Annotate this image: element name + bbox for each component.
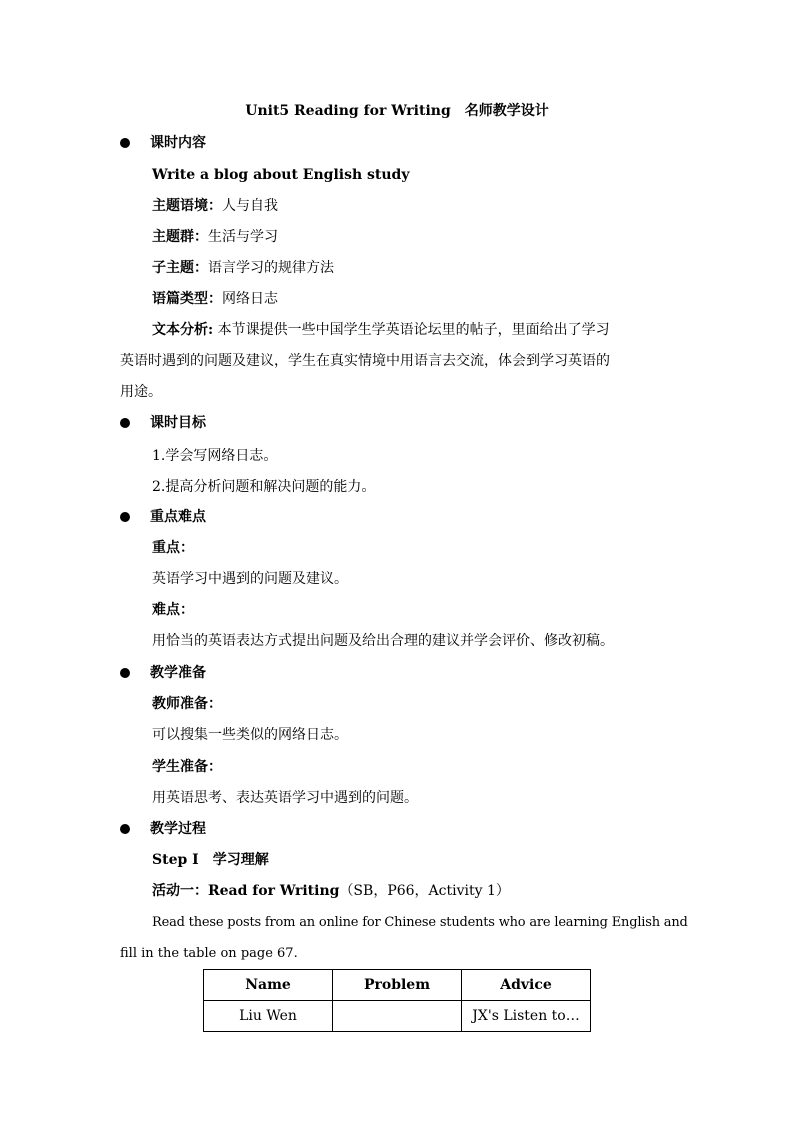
activity-line [152, 881, 510, 901]
activity-ref: （SB，P66，Activity 1） [339, 883, 510, 899]
table-header-cell: Name [204, 970, 333, 1001]
analysis-line-1 [152, 320, 610, 340]
subtheme-value: 语言学习的规律方法 [208, 260, 334, 276]
subtheme-line [152, 258, 334, 278]
difficult-text: 用恰当的英语表达方式提出问题及给出合理的建议并学会评价、修改初稿。 [152, 633, 614, 649]
table-header-cell: Problem [333, 970, 462, 1001]
section-heading-content: 课时内容 [150, 135, 206, 151]
table-header-cell: Advice [462, 970, 591, 1001]
table-cell: Liu Wen [204, 1001, 333, 1032]
topic-line: Write a blog about English study [152, 167, 410, 183]
key-label: 重点： [152, 540, 194, 556]
key-text: 英语学习中遇到的问题及建议。 [152, 571, 348, 587]
instruction-line-1: Read these posts from an online for Chinese students who are learning English and [152, 915, 688, 930]
problem-advice-table [203, 969, 591, 1032]
subtheme-label: 子主题： [152, 260, 208, 276]
genre-line [152, 289, 278, 309]
page-title: Unit5 Reading for Writing 名师教学设计 [245, 103, 549, 119]
table-cell: JX's Listen to… [462, 1001, 591, 1032]
bullet-icon [120, 668, 130, 678]
teacher-prep-label: 教师准备： [152, 696, 222, 712]
bullet-icon [120, 824, 130, 834]
section-heading-key-points: 重点难点 [150, 509, 206, 525]
group-value: 生活与学习 [208, 229, 278, 245]
genre-value: 网络日志 [222, 291, 278, 307]
analysis-text-1: 本节课提供一些中国学生学英语论坛里的帖子，里面给出了学习 [213, 322, 610, 338]
genre-label: 语篇类型： [152, 291, 222, 307]
section-heading-process: 教学过程 [150, 821, 206, 837]
context-line [152, 196, 278, 216]
step-label: Step Ⅰ 学习理解 [152, 852, 269, 868]
table-cell [333, 1001, 462, 1032]
teacher-prep-text: 可以搜集一些类似的网络日志。 [152, 727, 348, 743]
bullet-icon [120, 512, 130, 522]
group-label: 主题群： [152, 229, 208, 245]
context-value: 人与自我 [222, 198, 278, 214]
goal-item-2: 2.提高分析问题和解决问题的能力。 [152, 479, 376, 495]
context-label: 主题语境： [152, 198, 222, 214]
analysis-line-2: 英语时遇到的问题及建议，学生在真实情境中用语言去交流，体会到学习英语的 [120, 353, 610, 369]
activity-label: 活动一：Read for Writing [152, 883, 340, 899]
table-header-row [204, 970, 591, 1001]
analysis-line-3: 用途。 [120, 384, 162, 400]
bullet-icon [120, 138, 130, 148]
section-heading-goals: 课时目标 [150, 415, 206, 431]
instruction-line-2: fill in the table on page 67. [120, 946, 298, 961]
group-line [152, 227, 278, 247]
table-row [204, 1001, 591, 1032]
student-prep-label: 学生准备： [152, 759, 222, 775]
bullet-icon [120, 418, 130, 428]
section-heading-preparation: 教学准备 [150, 665, 206, 681]
student-prep-text: 用英语思考、表达英语学习中遇到的问题。 [152, 790, 418, 806]
goal-item-1: 1.学会写网络日志。 [152, 448, 278, 464]
analysis-label: 文本分析: [152, 322, 214, 338]
difficult-label: 难点： [152, 602, 194, 618]
